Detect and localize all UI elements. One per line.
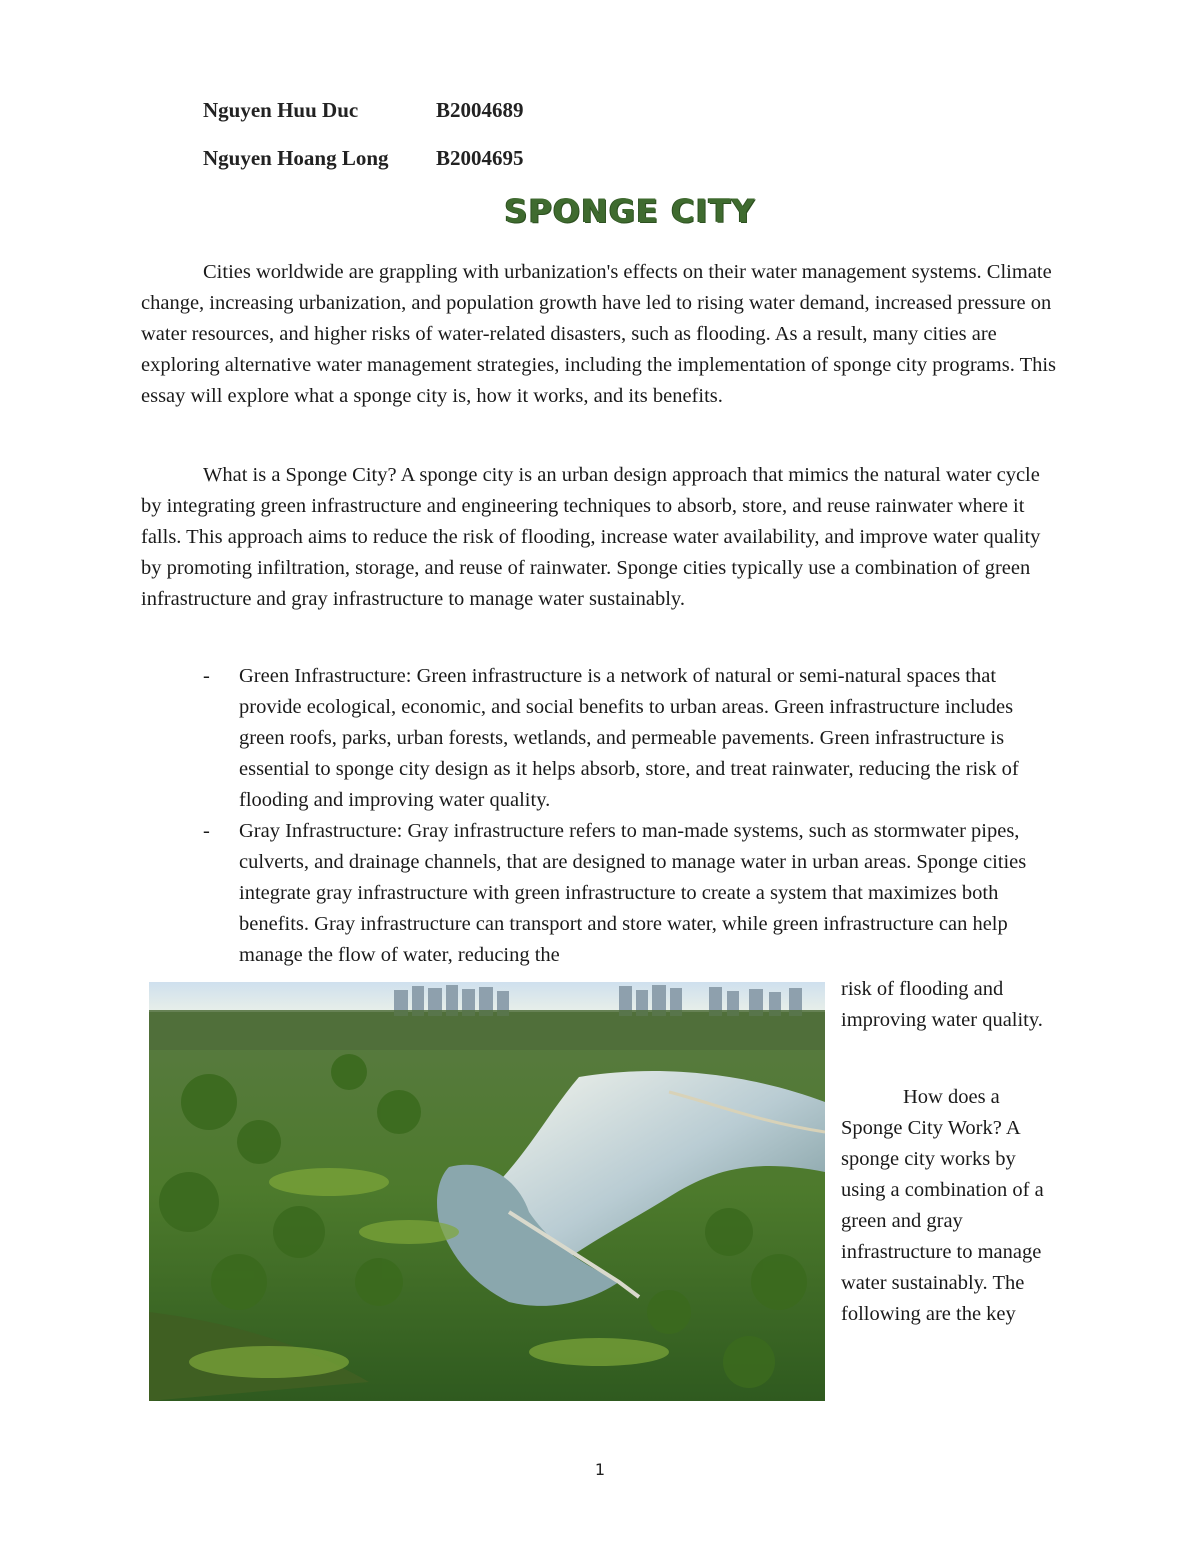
bullet-continuation-text: risk of flooding and improving water quality. xyxy=(841,978,1043,1031)
bullet-text: Green Infrastructure: Green infrastructure is a network of natural or semi-natural spaces that provide ecological, economic, and social benefits to urban areas. Green infrastructure includes green roofs, parks, urban forests, wetlands, and permeable pavements. Green infrastructure is essential to sponge city design as it helps absorb, store, and treat rainwater, reducing the risk of flooding and improving water quality. xyxy=(239,665,1019,811)
author-line-2 xyxy=(203,146,524,171)
intro-paragraph: Cities worldwide are grappling with urbanization's effects on their water management systems. Climate change, increasing urbanization, and population growth have led to rising water demand, increased pressure on water resources, and higher risks of water-related disasters, such as flooding. As a result, many cities are exploring alternative water management strategies, including the implementation of sponge city programs. This essay will explore what a sponge city is, how it works, and its benefits. xyxy=(141,261,1057,407)
bullet-text: Gray Infrastructure: Gray infrastructure refers to man-made systems, such as stormwater pipes, culverts, and drainage channels, that are designed to manage water in urban areas. Sponge cities integrate gray infrastructure with green infrastructure to create a system that maximizes both benefits. Gray infrastructure can transport and store water, while green infrastructure can help manage the flow of water, reducing the xyxy=(239,820,1027,966)
how-works-paragraph: How does a Sponge City Work? A sponge city works by using a combination of a green and gray infrastructure to manage water sustainably. The following are the key xyxy=(841,1086,1044,1325)
list-item xyxy=(203,816,1063,971)
author-name: Nguyen Huu Duc xyxy=(203,98,359,122)
document-title: SPONGE CITY xyxy=(504,192,756,230)
aerial-wetland-park-photo xyxy=(149,982,825,1401)
author-name: Nguyen Hoang Long xyxy=(203,146,389,170)
page-number: 1 xyxy=(594,1460,606,1479)
list-item xyxy=(203,661,1063,816)
student-id: B2004695 xyxy=(436,146,524,170)
author-line-1 xyxy=(203,98,524,123)
bullet-dash: - xyxy=(203,820,210,842)
student-id: B2004689 xyxy=(436,98,524,122)
what-is-paragraph: What is a Sponge City? A sponge city is an urban design approach that mimics the natural water cycle by integrating green infrastructure and engineering techniques to absorb, store, and reuse rainwater where it falls. This approach aims to reduce the risk of flooding, increase water availability, and improve water quality by promoting infiltration, storage, and reuse of rainwater. Sponge cities typically use a combination of green infrastructure and gray infrastructure to manage water sustainably. xyxy=(141,464,1041,610)
infrastructure-list xyxy=(203,661,1063,971)
bullet-dash: - xyxy=(203,665,210,687)
